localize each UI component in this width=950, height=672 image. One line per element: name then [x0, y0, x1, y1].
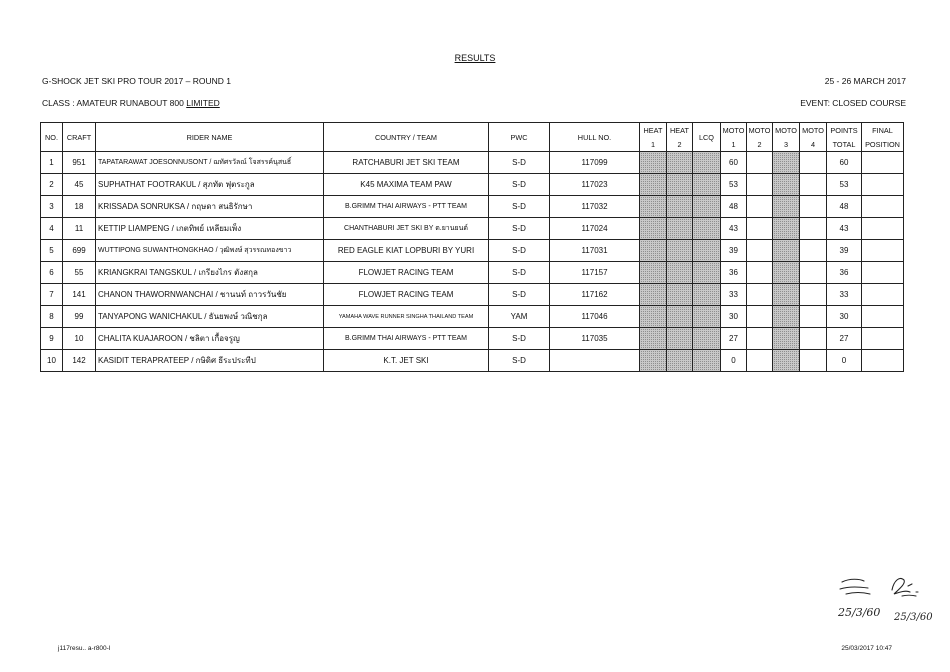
lcq-cell [693, 174, 721, 196]
class-line [42, 98, 220, 108]
col-moto-1-num: 1 [721, 137, 747, 152]
cell-craft: 142 [63, 350, 96, 372]
cell-moto1: 27 [721, 328, 747, 350]
table-row [41, 350, 904, 372]
cell-pwc: S-D [489, 262, 550, 284]
cell-country: B.GRIMM THAI AIRWAYS - PTT TEAM [324, 328, 489, 350]
col-heat-1: HEAT [640, 123, 667, 138]
heat-2-cell [667, 218, 693, 240]
cell-rider: TAPATARAWAT JOESONNUSONT / ฌทัศรวัลณ์ โจสรรค์นุสนธิ์ [96, 152, 324, 174]
header-row [41, 123, 904, 138]
final-position-cell [862, 218, 904, 240]
cell-total: 53 [827, 174, 862, 196]
col-moto-4: MOTO [800, 123, 827, 138]
cell-rider: KASIDIT TERAPRATEEP / กษิดิศ ธีระประทีป [96, 350, 324, 372]
cell-country: FLOWJET RACING TEAM [324, 262, 489, 284]
cell-no: 4 [41, 218, 63, 240]
cell-country: CHANTHABURI JET SKI BY ต.ยานยนต์ [324, 218, 489, 240]
col-moto-1: MOTO [721, 123, 747, 138]
cell-craft: 99 [63, 306, 96, 328]
cell-moto1: 33 [721, 284, 747, 306]
table-row [41, 284, 904, 306]
cell-hull: 117032 [550, 196, 640, 218]
cell-pwc: YAM [489, 306, 550, 328]
cell-rider: WUTTIPONG SUWANTHONGKHAO / วุฒิพงษ์ สุวรรณทองขาว [96, 240, 324, 262]
cell-pwc: S-D [489, 174, 550, 196]
moto-2-cell [747, 196, 773, 218]
moto-2-cell [747, 262, 773, 284]
final-position-cell [862, 284, 904, 306]
lcq-cell [693, 284, 721, 306]
final-position-cell [862, 262, 904, 284]
footer-left: j117resu.. a-r800-l [58, 645, 111, 652]
cell-rider: SUPHATHAT FOOTRAKUL / สุภทัต ฟุตระกูล [96, 174, 324, 196]
col-rider: RIDER NAME [96, 123, 324, 152]
cell-hull: 117157 [550, 262, 640, 284]
col-moto-3: MOTO [773, 123, 800, 138]
table-row [41, 174, 904, 196]
moto-2-cell [747, 174, 773, 196]
table-row [41, 240, 904, 262]
final-position-cell [862, 196, 904, 218]
col-pwc: PWC [489, 123, 550, 152]
moto-4-cell [800, 262, 827, 284]
cell-country: FLOWJET RACING TEAM [324, 284, 489, 306]
cell-total: 36 [827, 262, 862, 284]
final-position-cell [862, 306, 904, 328]
cell-moto1: 53 [721, 174, 747, 196]
cell-hull: 117046 [550, 306, 640, 328]
cell-pwc: S-D [489, 284, 550, 306]
lcq-cell [693, 306, 721, 328]
heat-2-cell [667, 350, 693, 372]
heat-2-cell [667, 196, 693, 218]
moto-2-cell [747, 152, 773, 174]
lcq-cell [693, 218, 721, 240]
lcq-cell [693, 196, 721, 218]
cell-pwc: S-D [489, 328, 550, 350]
moto-4-cell [800, 174, 827, 196]
moto-2-cell [747, 328, 773, 350]
cell-pwc: S-D [489, 240, 550, 262]
cell-hull: 117099 [550, 152, 640, 174]
cell-total: 27 [827, 328, 862, 350]
moto-2-cell [747, 284, 773, 306]
cell-no: 1 [41, 152, 63, 174]
cell-pwc: S-D [489, 152, 550, 174]
class-prefix: CLASS : AMATEUR RUNABOUT 800 [42, 98, 187, 108]
cell-country: B.GRIMM THAI AIRWAYS - PTT TEAM [324, 196, 489, 218]
moto-4-cell [800, 284, 827, 306]
cell-craft: 699 [63, 240, 96, 262]
cell-craft: 11 [63, 218, 96, 240]
moto-3-cell [773, 218, 800, 240]
event-date: 25 - 26 MARCH 2017 [824, 76, 906, 86]
heat-1-cell [640, 350, 667, 372]
cell-no: 7 [41, 284, 63, 306]
moto-3-cell [773, 196, 800, 218]
cell-country: K45 MAXIMA TEAM PAW [324, 174, 489, 196]
cell-no: 6 [41, 262, 63, 284]
cell-total: 60 [827, 152, 862, 174]
cell-rider: KRISSADA SONRUKSA / กฤษดา สนธิรักษา [96, 196, 324, 218]
heat-1-cell [640, 306, 667, 328]
cell-total: 30 [827, 306, 862, 328]
heat-1-cell [640, 174, 667, 196]
cell-craft: 951 [63, 152, 96, 174]
cell-no: 2 [41, 174, 63, 196]
heat-2-cell [667, 328, 693, 350]
col-total: TOTAL [827, 137, 862, 152]
heat-2-cell [667, 152, 693, 174]
event-name: G-SHOCK JET SKI PRO TOUR 2017 – ROUND 1 [42, 76, 231, 86]
moto-4-cell [800, 328, 827, 350]
signature-1-icon [840, 579, 870, 594]
col-moto-2: MOTO [747, 123, 773, 138]
page-title: RESULTS [454, 53, 496, 63]
col-heat-1-num: 1 [640, 137, 667, 152]
heat-1-cell [640, 152, 667, 174]
cell-hull: 117031 [550, 240, 640, 262]
cell-pwc: S-D [489, 218, 550, 240]
cell-total: 43 [827, 218, 862, 240]
col-no: NO. [41, 123, 63, 152]
table-row [41, 152, 904, 174]
heat-2-cell [667, 284, 693, 306]
col-points: POINTS [827, 123, 862, 138]
lcq-cell [693, 262, 721, 284]
cell-hull: 117162 [550, 284, 640, 306]
cell-total: 0 [827, 350, 862, 372]
table-row [41, 262, 904, 284]
heat-1-cell [640, 240, 667, 262]
moto-4-cell [800, 218, 827, 240]
moto-3-cell [773, 306, 800, 328]
footer-right: 25/03/2017 10:47 [841, 645, 892, 652]
cell-moto1: 39 [721, 240, 747, 262]
cell-moto1: 60 [721, 152, 747, 174]
signatures [820, 568, 940, 628]
cell-country: RED EAGLE KIAT LOPBURI BY YURI [324, 240, 489, 262]
moto-3-cell [773, 350, 800, 372]
cell-country: YAMAHA WAVE RUNNER SINGHA THAILAND TEAM [324, 306, 489, 328]
cell-craft: 141 [63, 284, 96, 306]
col-moto-2-num: 2 [747, 137, 773, 152]
final-position-cell [862, 240, 904, 262]
cell-no: 8 [41, 306, 63, 328]
col-position: POSITION [862, 137, 904, 152]
heat-2-cell [667, 262, 693, 284]
moto-2-cell [747, 306, 773, 328]
cell-pwc: S-D [489, 350, 550, 372]
col-hull: HULL NO. [550, 123, 640, 152]
table-row [41, 218, 904, 240]
cell-hull [550, 350, 640, 372]
cell-rider: KRIANGKRAI TANGSKUL / เกรียงไกร ตังสกุล [96, 262, 324, 284]
lcq-cell [693, 328, 721, 350]
moto-4-cell [800, 152, 827, 174]
final-position-cell [862, 350, 904, 372]
event-type: EVENT: CLOSED COURSE [800, 98, 906, 108]
table-row [41, 306, 904, 328]
cell-total: 39 [827, 240, 862, 262]
moto-3-cell [773, 174, 800, 196]
cell-craft: 18 [63, 196, 96, 218]
cell-total: 33 [827, 284, 862, 306]
heat-2-cell [667, 306, 693, 328]
cell-no: 5 [41, 240, 63, 262]
moto-2-cell [747, 240, 773, 262]
moto-4-cell [800, 306, 827, 328]
col-heat-2: HEAT [667, 123, 693, 138]
moto-3-cell [773, 152, 800, 174]
col-country: COUNTRY / TEAM [324, 123, 489, 152]
cell-moto1: 0 [721, 350, 747, 372]
signature-date-2: 25/3/60 [894, 612, 933, 623]
cell-craft: 45 [63, 174, 96, 196]
final-position-cell [862, 152, 904, 174]
cell-total: 48 [827, 196, 862, 218]
col-final: FINAL [862, 123, 904, 138]
moto-3-cell [773, 328, 800, 350]
class-suffix: LIMITED [186, 98, 220, 108]
moto-3-cell [773, 240, 800, 262]
moto-2-cell [747, 350, 773, 372]
cell-no: 3 [41, 196, 63, 218]
signature-2-icon [892, 578, 918, 596]
table-row [41, 328, 904, 350]
cell-pwc: S-D [489, 196, 550, 218]
cell-rider: CHANON THAWORNWANCHAI / ชานนท์ ถาวรวันชัย [96, 284, 324, 306]
moto-2-cell [747, 218, 773, 240]
col-moto-4-num: 4 [800, 137, 827, 152]
cell-craft: 10 [63, 328, 96, 350]
cell-moto1: 48 [721, 196, 747, 218]
col-moto-3-num: 3 [773, 137, 800, 152]
final-position-cell [862, 328, 904, 350]
moto-4-cell [800, 240, 827, 262]
moto-3-cell [773, 262, 800, 284]
col-craft: CRAFT [63, 123, 96, 152]
cell-rider: TANYAPONG WANICHAKUL / ธันยพงษ์ วณิชกุล [96, 306, 324, 328]
moto-4-cell [800, 196, 827, 218]
col-lcq: LCQ [693, 123, 721, 152]
cell-moto1: 30 [721, 306, 747, 328]
cell-country: RATCHABURI JET SKI TEAM [324, 152, 489, 174]
heat-1-cell [640, 218, 667, 240]
cell-hull: 117024 [550, 218, 640, 240]
heat-1-cell [640, 328, 667, 350]
cell-craft: 55 [63, 262, 96, 284]
col-heat-2-num: 2 [667, 137, 693, 152]
final-position-cell [862, 174, 904, 196]
results-table [40, 122, 904, 372]
cell-hull: 117035 [550, 328, 640, 350]
heat-2-cell [667, 240, 693, 262]
table-row [41, 196, 904, 218]
lcq-cell [693, 240, 721, 262]
lcq-cell [693, 350, 721, 372]
signature-date-1: 25/3/60 [838, 606, 881, 619]
heat-1-cell [640, 196, 667, 218]
cell-rider: CHALITA KUAJAROON / ชลิตา เกื้อจรูญ [96, 328, 324, 350]
cell-country: K.T. JET SKI [324, 350, 489, 372]
lcq-cell [693, 152, 721, 174]
cell-moto1: 43 [721, 218, 747, 240]
cell-no: 10 [41, 350, 63, 372]
cell-moto1: 36 [721, 262, 747, 284]
heat-1-cell [640, 284, 667, 306]
cell-hull: 117023 [550, 174, 640, 196]
heat-1-cell [640, 262, 667, 284]
cell-no: 9 [41, 328, 63, 350]
moto-3-cell [773, 284, 800, 306]
cell-rider: KETTIP LIAMPENG / เกตทิพย์ เหลียมเพ็ง [96, 218, 324, 240]
heat-2-cell [667, 174, 693, 196]
moto-4-cell [800, 350, 827, 372]
